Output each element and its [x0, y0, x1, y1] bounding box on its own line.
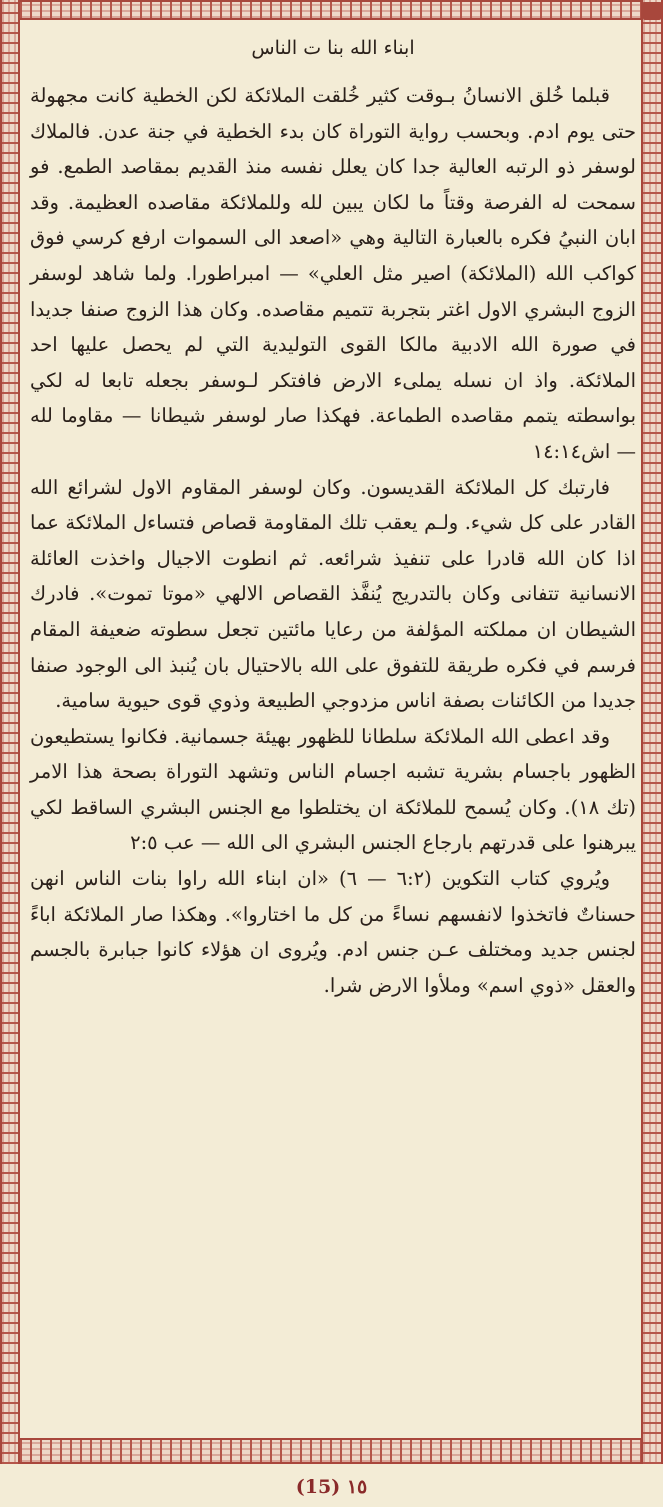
paragraph: وقد اعطى الله الملائكة سلطانا للظهور بهيئة جسمانية. فكانوا يستطيعون الظهور باجسام بشرية تشبه اجسام الناس وتشهد التوراة بصحة هذا الامر (تك ١٨). وكان يُسمح للملائكة ان يختلطوا مع الجنس البشري الساقط لكي يبرهنوا على قدرتهم بارجاع الجنس البشري الى الله — عب ٢:٥: [30, 724, 636, 855]
paragraph: ويُروي كتاب التكوين (٦:٢ — ٦) «ان ابناء الله راوا بنات الناس انهن حسناتٌ فاتخذوا لانفسهم نساءً من كل ما اختاروا». وهكذا صار الملائكة اباءً لجنس جديد ومختلف عـن جنس ادم. ويُروى ان هؤلاء كانوا جبابرة بالجسم والعقل «ذوي اسم» وملأوا الارض شرا.: [30, 867, 636, 997]
corner-ornament: [643, 2, 661, 20]
paragraph: قبلما خُلق الانسانُ بـوقت كثير خُلقت الملائكة لكن الخطية كانت مجهولة حتى يوم ادم. وبحسب رواية التوراة كان بدء الخطية في جنة عدن. فالملاك لوسفر ذو الرتبه العالية جدا كان يعلل نفسه منذ القديم بمقاصد الطمع. فو سمحت له الفرصة وقتاً ما لكان يبين لله وللملائكة مقاصده العظيمة. وقد ابان النبيُ فكره بالعبارة التالية وهي «اصعد الى السموات ارفع كرسي فوق كواكب الله (الملائكة) اصير مثل العلي» — امبراطورا. ولما شاهد لوسفر الزوج البشري الاول اغتر بتجربة تتميم مقاصده. وكان هذا الزوج صنفا جديدا في صورة الله الادبية مالكا القوى التوليدية التي لم يحصل عليها احد الملائكة. واذ ان نسله يملىء الارض فافتكر لـوسفر بجعله تابعا له لكي بواسطته يتمم مقاصده الطماعة. فهكذا صار لوسفر شيطانا — مقاوما لله — اش١٤:١٤: [30, 84, 636, 463]
ornamental-border-right: [641, 0, 663, 1464]
paragraph: فارتبك كل الملائكة القديسون. وكان لوسفر المقاوم الاول لشرائع الله القادر على كل شيء. ولـم يعقب تلك المقاومة قصاص فتساءل الملائكة عما اذا كان الله قادرا على تنفيذ شرائعه. ثم انطوت الاجيال واخذت العائلة الانسانية تتفانى وكان بالتدريج يُنفَّذ القصاص الالهي «موتا تموت». فادرك الشيطان ان مملكته المؤلفة من رعايا مائتين تجعل سطوته ضعيفة المقام فرسم في فكره طريقة للتفوق على الله بالاحتيال بان يُنبذ الى الوجود صنفا جديدا من الكائنات بصفة اناس مزدوجي الطبيعة وذوي قوى حيوية سامية.: [30, 475, 636, 713]
page-number: (15) ١٥: [0, 1468, 663, 1507]
ornamental-border-left: [0, 0, 20, 1464]
ornamental-border-bottom: [0, 1438, 663, 1464]
page-title: ابناء الله بنا ت الناس: [251, 37, 415, 59]
ornamental-border-top: [0, 0, 663, 20]
article: [30, 28, 636, 1428]
